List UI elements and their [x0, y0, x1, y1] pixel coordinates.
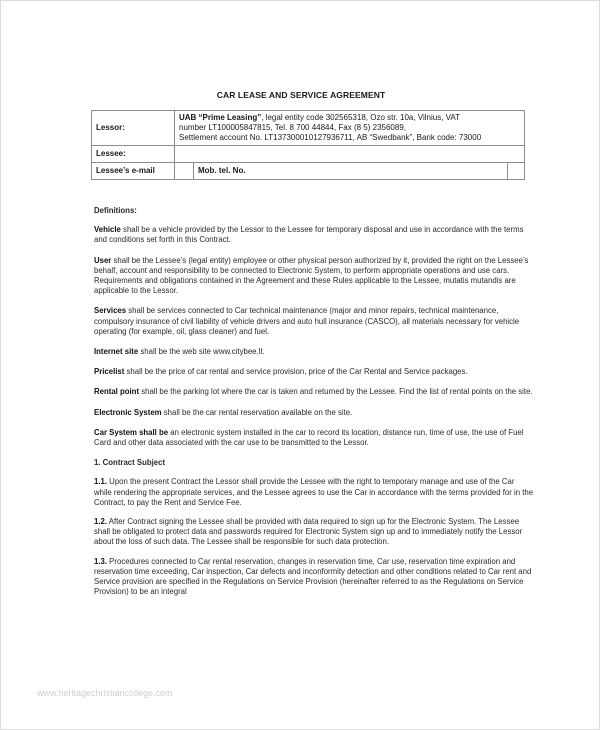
- clause-text: Upon the present Contract the Lessor shall provide the Lessee with the right to temporary manage and use of the Car while rendering the appropriate services, and the Lessee agrees to use the Car in accordance with the terms provided for in the Contract, to pay the Rent and Service Fee.: [94, 477, 534, 507]
- agreement-body: [94, 206, 534, 606]
- definition-text: shall be services connected to Car technical maintenance (major and minor repairs, technical maintenance, compulsory insurance of civil liability of vehicle drivers and auto hull insurance (CASCO), all materials necessary for vehicle operating (for example, oil, glass cleaner) and fuel.: [94, 306, 520, 336]
- definition-term: Vehicle: [94, 225, 121, 235]
- definition-electronic-system: [94, 408, 534, 418]
- lessor-details: [175, 111, 525, 146]
- definitions-heading: Definitions:: [94, 206, 137, 215]
- definition-user: [94, 256, 534, 297]
- definition-car-system: [94, 428, 534, 448]
- definition-text: shall be the price of car rental and service provision, price of the Car Rental and Service packages.: [124, 367, 468, 377]
- definition-term: Rental point: [94, 387, 140, 397]
- section-heading: 1. Contract Subject: [94, 458, 166, 468]
- clause-text: After Contract signing the Lessee shall be provided with data required to sign up for the Electronic System. The Lessee shall be obligated to protect data and passwords required for Electronic System sign up and to immediately notify the Lessor about the loss of such data. The Lessee shall be responsible for such data protection.: [94, 517, 523, 547]
- lessor-line2: number LT100005847815, Tel. 8 700 44844, Fax (8 5) 2356089,: [179, 123, 406, 132]
- mobile-value: [508, 163, 525, 180]
- lessor-label: Lessor:: [92, 111, 175, 146]
- definition-text: shall be the parking lot where the car is taken and returned by the Lessee. Find the list of rental points on the site.: [139, 387, 533, 397]
- definition-term: Electronic System: [94, 407, 162, 417]
- definition-term: Car System shall be: [94, 427, 169, 437]
- parties-table: [91, 110, 525, 180]
- clause-number: 1.2.: [94, 517, 108, 527]
- mobile-label: Mob. tel. No.: [194, 163, 508, 180]
- definition-term: Pricelist: [94, 367, 125, 377]
- clause-number: 1.3.: [94, 556, 108, 566]
- lessor-line3: Settlement account No. LT137300010127936711, AB “Swedbank”, Bank code: 73000: [179, 133, 482, 142]
- definition-term: Services: [94, 306, 127, 316]
- definition-term: Internet site: [94, 347, 139, 357]
- watermark-text: www.heritagechristiancollege.com: [37, 688, 173, 698]
- email-label: Lessee’s e-mail: [92, 163, 175, 180]
- definition-vehicle: [94, 225, 534, 245]
- clause-1-3: [94, 557, 534, 597]
- document-title: CAR LEASE AND SERVICE AGREEMENT: [216, 90, 386, 100]
- lessee-value: [175, 146, 525, 163]
- definition-text: an electronic system installed in the car to record its location, distance run, time of use, the use of Fuel Card and other data associated with the car use to be transmitted to the Lessor.: [94, 427, 524, 448]
- lessee-label: Lessee:: [92, 146, 175, 163]
- definition-services: [94, 306, 534, 337]
- definition-internet-site: [94, 347, 534, 357]
- lessor-line1: , legal entity code 302565318, Ozo str. 10a, Vilnius, VAT: [261, 113, 461, 122]
- lessor-name: UAB “Prime Leasing”: [179, 113, 262, 122]
- email-value: [175, 163, 194, 180]
- clause-1-2: [94, 517, 534, 548]
- definition-text: shall be the web site www.citybee.lt.: [138, 347, 265, 357]
- clause-number: 1.1.: [94, 477, 108, 487]
- definition-text: shall be the car rental reservation available on the site.: [161, 407, 353, 417]
- definition-term: User: [94, 255, 112, 265]
- lessor-row: [92, 111, 525, 146]
- clause-1-1: [94, 477, 534, 508]
- lessee-row: [92, 146, 525, 163]
- definition-text: shall be the Lessee’s (legal entity) employee or other physical person authorized by it, provided the right on the Lessee’s behalf, account and responsibility to be connected to Electronic System, to perform appropriate operations and use cars. Requirements and obligations contained in the Agreement and these Rules applicable to the Lessee, mutatis mutandis are applicable to the Lessor.: [94, 255, 529, 296]
- definition-pricelist: [94, 367, 534, 377]
- definition-rental-point: [94, 387, 534, 397]
- definition-text: shall be a vehicle provided by the Lessor to the Lessee for temporary disposal and use in accordance with the terms and conditions set forth in this Contract.: [94, 225, 524, 245]
- contact-row: [92, 163, 525, 180]
- clause-text: Procedures connected to Car rental reservation, changes in reservation time, Car use, reservation time expiration and reservation time exceeding, Car inspection, Car defects and inconformity detection and other conditions related to Car rent and Service provision are specified in the Regulations on Service Provision (hereinafter referred to as the Regulations on Service Provision) to be an integral: [94, 556, 532, 597]
